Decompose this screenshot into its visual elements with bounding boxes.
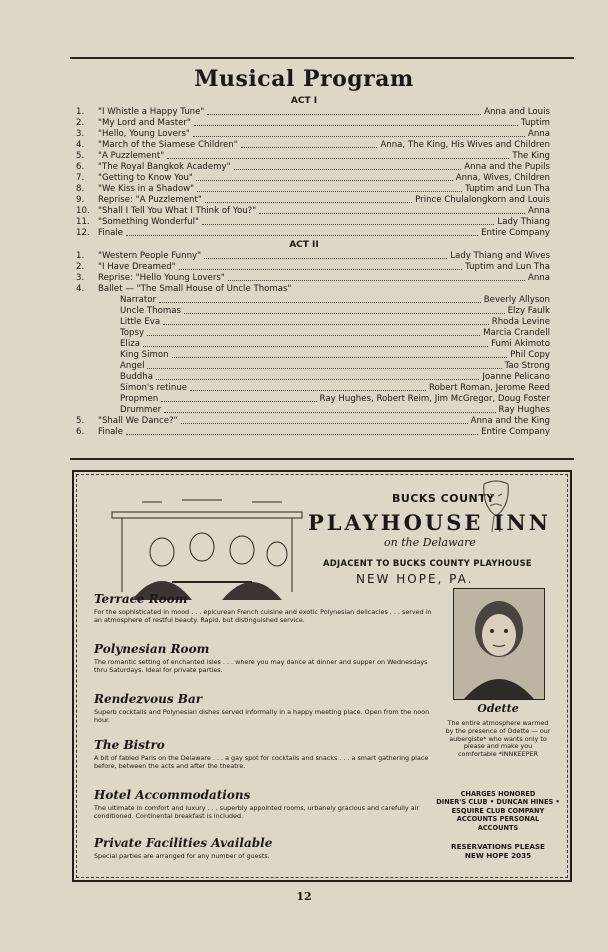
odette-description: The entire atmosphere warmed by the presence of Odette — our aubergiste* who wants only to please and make you comfortable *INNKEEPER <box>445 719 551 759</box>
program-row <box>76 328 550 339</box>
program-row <box>76 118 550 129</box>
row-number <box>76 361 98 372</box>
new-hope-label: NEW HOPE, PA. <box>356 572 474 586</box>
program-row <box>76 228 550 239</box>
program-row <box>76 394 550 405</box>
row-song: "My Lord and Master" <box>98 118 191 128</box>
row-performers: Prince Chulalongkorn and Louis <box>415 195 550 205</box>
act1-heading: ACT I <box>290 96 318 106</box>
act2-heading: ACT II <box>289 240 319 250</box>
program-title: Musical Program <box>194 66 414 92</box>
leader-dots <box>126 427 478 435</box>
leader-dots <box>190 383 426 391</box>
row-number: 10. <box>76 206 90 216</box>
program-row <box>76 284 550 295</box>
row-song: Drummer <box>120 405 162 415</box>
program-row <box>76 295 550 306</box>
row-performers: Tao Strong <box>504 361 550 371</box>
row-performers: Anna <box>527 129 550 139</box>
row-performers: Entire Company <box>481 427 550 437</box>
leader-dots <box>197 184 462 192</box>
row-number: 6. <box>76 427 85 437</box>
row-number: 8. <box>76 184 85 194</box>
ad-section-text: Special parties are arranged for any number of guests. <box>94 852 270 860</box>
leader-dots <box>207 107 481 115</box>
row-number <box>76 350 98 361</box>
leader-dots <box>193 129 525 137</box>
row-performers: Ray Hughes <box>498 405 550 415</box>
row-performers: Beverly Allyson <box>483 295 550 305</box>
program-row <box>76 129 550 140</box>
row-song: Topsy <box>120 328 145 338</box>
program-row <box>76 361 550 372</box>
leader-dots <box>147 361 501 369</box>
row-song: Buddha <box>120 372 153 382</box>
row-number: 5. <box>76 416 85 426</box>
program-row <box>76 140 550 151</box>
program-row <box>76 107 550 118</box>
leader-dots <box>161 394 316 402</box>
program-row <box>76 416 550 427</box>
program-row <box>76 217 550 228</box>
row-number: 12. <box>76 228 90 238</box>
ad-section-text: Superb cocktails and Polynesian dishes served informally in a happy meeting place. Open from the noon hour. <box>94 708 430 724</box>
row-performers: Anna and the Pupils <box>464 162 550 172</box>
row-number: 9. <box>76 195 85 205</box>
row-song: Simon's retinue <box>120 383 188 393</box>
ad-section-heading: Private Facilities Available <box>94 836 273 850</box>
row-performers: Phil Copy <box>510 350 550 360</box>
top-rule <box>70 57 574 59</box>
row-number <box>76 328 98 339</box>
row-song: Finale <box>98 427 124 437</box>
row-song: "I Whistle a Happy Tune" <box>98 107 205 117</box>
ad-section <box>94 788 434 820</box>
row-number: 4. <box>76 140 85 150</box>
row-song: "Getting to Know You" <box>98 173 193 183</box>
row-performers: Lady Thiang and Wives <box>450 251 550 261</box>
row-performers: Tuptim and Lun Tha <box>465 262 550 272</box>
leader-dots <box>179 262 463 270</box>
charges-honored: CHARGES HONORED DINER'S CLUB • DUNCAN HINES • ESQUIRE CLUB COMPANY ACCOUNTS PERSONAL ACCOUNTS <box>436 790 560 832</box>
row-song: Reprise: "A Puzzlement" <box>98 195 202 205</box>
ad-section-heading: Terrace Room <box>94 592 188 606</box>
playhouse-inn-advertisement <box>72 470 572 882</box>
row-performers: Anna <box>527 273 550 283</box>
row-song: Narrator <box>120 295 157 305</box>
row-song: "The Royal Bangkok Academy" <box>98 162 231 172</box>
row-number: 1. <box>76 107 85 117</box>
program-row <box>76 317 550 328</box>
playhouse-inn-title: PLAYHOUSE INN <box>308 510 551 535</box>
leader-dots <box>205 195 412 203</box>
row-song: Propmen <box>120 394 159 404</box>
program-row <box>76 405 550 416</box>
row-number <box>76 383 98 394</box>
leader-dots <box>181 416 468 424</box>
row-number: 2. <box>76 118 85 128</box>
program-row <box>76 350 550 361</box>
program-row <box>76 184 550 195</box>
leader-dots <box>196 173 453 181</box>
row-song: Little Eva <box>120 317 161 327</box>
row-performers: Fumi Akimoto <box>491 339 550 349</box>
odette-name: Odette <box>477 702 519 715</box>
row-song: "March of the Siamese Children" <box>98 140 238 150</box>
row-number: 3. <box>76 273 85 283</box>
row-performers: Lady Thiang <box>497 217 550 227</box>
program-row <box>76 372 550 383</box>
odette-portrait <box>453 588 545 700</box>
row-song: "We Kiss in a Shadow" <box>98 184 195 194</box>
leader-dots <box>234 162 462 170</box>
program-row <box>76 251 550 262</box>
row-number: 7. <box>76 173 85 183</box>
ad-section <box>94 836 434 860</box>
row-song: "Western People Funny" <box>98 251 202 261</box>
dining-scene-illustration <box>102 492 312 600</box>
program-row <box>76 339 550 350</box>
ad-section-heading: Hotel Accommodations <box>94 788 251 802</box>
row-performers: Robert Roman, Jerome Reed <box>428 383 550 393</box>
leader-dots <box>228 273 525 281</box>
row-song: Reprise: "Hello Young Lovers" <box>98 273 225 283</box>
row-number <box>76 394 98 405</box>
reservations: RESERVATIONS PLEASE NEW HOPE 2035 <box>451 842 545 860</box>
row-performers: Rhoda Levine <box>491 317 550 327</box>
row-song: Finale <box>98 228 124 238</box>
row-performers: Anna, The King, His Wives and Children <box>380 140 550 150</box>
ad-section-text: The ultimate in comfort and luxury . . . superbly appointed rooms, urbanely gracious and carefully air conditioned. Continental breakfast is included. <box>94 804 419 820</box>
leader-dots <box>164 405 495 413</box>
row-number: 11. <box>76 217 90 227</box>
leader-dots <box>259 206 525 214</box>
row-song: King Simon <box>120 350 169 360</box>
ad-section-text: A bit of fabled Paris on the Delaware . . . a gay spot for cocktails and snacks . . . a smart gathering place before, between the acts and after the theatre. <box>94 754 429 770</box>
row-performers: Tuptim and Lun Tha <box>465 184 550 194</box>
program-row <box>76 306 550 317</box>
ad-section-text: The romantic setting of enchanted isles . . . where you may dance at dinner and supper on Wednesdays thru Saturdays. Ideal for private parties. <box>94 658 428 674</box>
leader-dots <box>184 306 505 314</box>
row-number: 6. <box>76 162 85 172</box>
ad-section <box>94 642 434 674</box>
program-row <box>76 151 550 162</box>
row-song: "I Have Dreamed" <box>98 262 176 272</box>
ad-section-heading: Rendezvous Bar <box>94 692 203 706</box>
row-number <box>76 306 98 317</box>
row-song: Angel <box>120 361 145 371</box>
row-song: Uncle Thomas <box>120 306 181 316</box>
ad-section-heading: The Bistro <box>94 738 165 752</box>
row-performers: Joanne Pelicano <box>482 372 550 382</box>
leader-dots <box>147 328 480 336</box>
row-performers: Anna, Wives, Children <box>455 173 550 183</box>
leader-dots <box>126 228 478 236</box>
page-number: 12 <box>296 890 312 903</box>
row-song: Ballet — "The Small House of Uncle Thomas" <box>98 284 292 294</box>
row-number: 3. <box>76 129 85 139</box>
program-row <box>76 273 550 284</box>
leader-dots <box>163 317 489 325</box>
row-performers: The King <box>512 151 550 161</box>
row-number <box>76 339 98 350</box>
leader-dots <box>202 217 494 225</box>
row-performers: Anna <box>527 206 550 216</box>
adjacent-label: ADJACENT TO BUCKS COUNTY PLAYHOUSE <box>323 558 532 568</box>
row-number <box>76 317 98 328</box>
program-row <box>76 206 550 217</box>
row-number <box>76 295 98 306</box>
row-performers: Marcia Crandell <box>483 328 550 338</box>
row-performers: Anna and the King <box>470 416 550 426</box>
bucks-county-label: BUCKS COUNTY <box>392 492 495 505</box>
ad-section-text: For the sophisticated in mood . . . epicurean French cuisine and exotic Polynesian delicacies . . . served in an atmosphere of restful beauty. Rapid, but distinguished service. <box>94 608 432 624</box>
program-row <box>76 383 550 394</box>
leader-dots <box>194 118 518 126</box>
ad-section-heading: Polynesian Room <box>94 642 210 656</box>
leader-dots <box>241 140 378 148</box>
row-number: 2. <box>76 262 85 272</box>
ad-section <box>94 738 434 770</box>
leader-dots <box>167 151 509 159</box>
leader-dots <box>204 251 447 259</box>
program-row <box>76 173 550 184</box>
leader-dots <box>172 350 507 358</box>
row-song: Eliza <box>120 339 140 349</box>
row-song: "A Puzzlement" <box>98 151 165 161</box>
middle-rule <box>70 458 574 460</box>
row-performers: Elzy Faulk <box>507 306 550 316</box>
row-number: 5. <box>76 151 85 161</box>
program-row <box>76 195 550 206</box>
row-performers: Ray Hughes, Robert Reim, Jim McGregor, Doug Foster <box>319 394 550 404</box>
program-row <box>76 262 550 273</box>
program-row <box>76 162 550 173</box>
row-song: "Shall We Dance?" <box>98 416 178 426</box>
leader-dots <box>156 372 479 380</box>
row-song: "Something Wonderful" <box>98 217 199 227</box>
ad-section <box>94 592 434 624</box>
row-performers: Tuptim <box>521 118 550 128</box>
row-performers: Anna and Louis <box>484 107 550 117</box>
row-song: "Shall I Tell You What I Think of You?" <box>98 206 257 216</box>
on-the-delaware: on the Delaware <box>384 536 476 549</box>
program-row <box>76 427 550 438</box>
ad-section <box>94 692 434 724</box>
leader-dots <box>143 339 488 347</box>
row-number: 1. <box>76 251 85 261</box>
row-number <box>76 372 98 383</box>
leader-dots <box>159 295 481 303</box>
row-number: 4. <box>76 284 85 294</box>
row-performers: Entire Company <box>481 228 550 238</box>
row-song: "Hello, Young Lovers" <box>98 129 190 139</box>
row-number <box>76 405 98 416</box>
